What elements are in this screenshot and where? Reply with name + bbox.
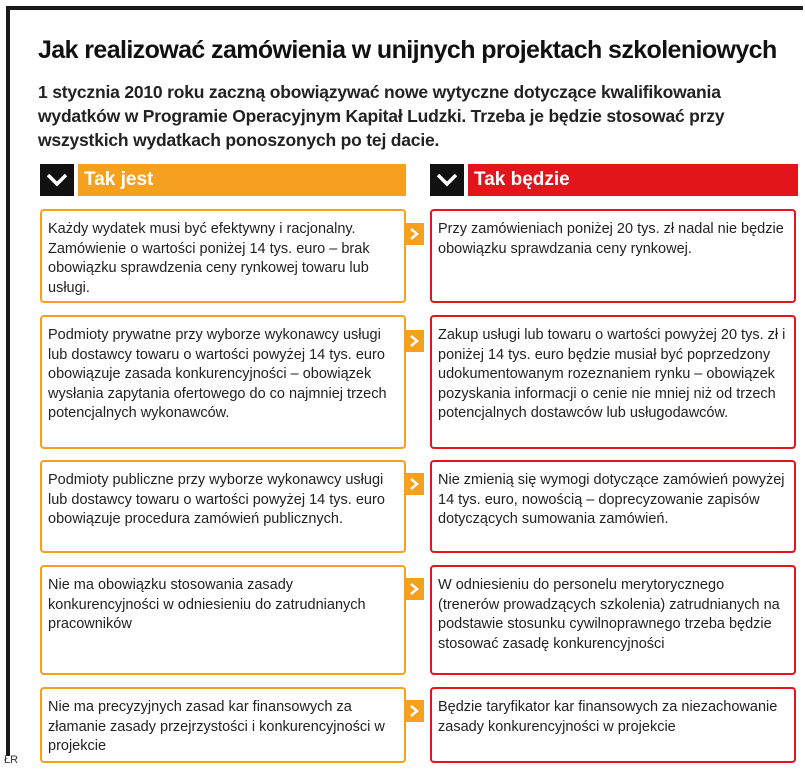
row-1-future: Przy zamówieniach poniżej 20 tys. zł nadal nie będzie obowiązku sprawdzania ceny rynkowej. [430,209,796,303]
chevron-right-icon [404,700,424,722]
chevron-down-icon [430,164,464,196]
chevron-right-icon [404,578,424,600]
left-rule [6,6,10,756]
chevron-right-icon [404,223,424,245]
top-rule [6,6,803,10]
row-4-future: W odniesieniu do personelu merytorycznego (trenerów prowadzących szkolenia) zatrudnianych na podstawie stosunku cywilnoprawnego trzeba będzie stosować zasadę konkurencyjności [430,565,796,675]
lead-paragraph: 1 stycznia 2010 roku zaczną obowiązywać nowe wytyczne dotyczące kwalifikowania wydatków w Programie Operacyjnym Kapitał Ludzki. Trzeba je będzie stosować przy wszystkich wydatkach ponoszonych po tej dacie. [38,82,725,150]
row-4-current: Nie ma obowiązku stosowania zasady konkurencyjności w odniesieniu do zatrudnianych pracowników [40,565,406,675]
column-header-current-label: Tak jest [78,164,406,196]
row-2-future: Zakup usługi lub towaru o wartości powyżej 20 tys. zł i poniżej 14 tys. euro będzie musiał być poprzedzony udokumentowanym rozeznaniem rynku – obowiązek pozyskania informacji o cenie nie mniej niż od trzech potencjalnych dostawców lub usługodawców. [430,315,796,449]
column-header-current [40,164,406,196]
row-5-current: Nie ma precyzyjnych zasad kar finansowych za złamanie zasady przejrzystości i konkurencyjności w projekcie [40,687,406,763]
page-title: Jak realizować zamówienia w unijnych projektach szkoleniowych [38,36,777,64]
chevron-down-icon [40,164,74,196]
author-byline: ŁR [4,754,19,766]
row-3-current: Podmioty publiczne przy wyborze wykonawcy usługi lub dostawcy towaru o wartości powyżej 14 tys. euro obowiązuje procedura zamówień publicznych. [40,460,406,553]
column-header-future [430,164,798,196]
chevron-right-icon [404,473,424,495]
row-5-future: Będzie taryfikator kar finansowych za niezachowanie zasady konkurencyjności w projekcie [430,687,796,763]
chevron-right-icon [404,330,424,352]
row-3-future: Nie zmienią się wymogi dotyczące zamówień powyżej 14 tys. euro, nowością – doprecyzowanie zapisów dotyczących sumowania zamówień. [430,460,796,553]
row-2-current: Podmioty prywatne przy wyborze wykonawcy usługi lub dostawcy towaru o wartości powyżej 14 tys. euro obowiązuje zasada konkurencyjności – obowiązek wysłania zapytania ofertowego do co najmniej trzech potencjalnych wykonawców. [40,315,406,449]
row-1-current: Każdy wydatek musi być efektywny i racjonalny. Zamówienie o wartości poniżej 14 tys. euro – brak obowiązku sprawdzenia ceny rynkowej towaru lub usługi. [40,209,406,303]
column-header-future-label: Tak będzie [468,164,798,196]
